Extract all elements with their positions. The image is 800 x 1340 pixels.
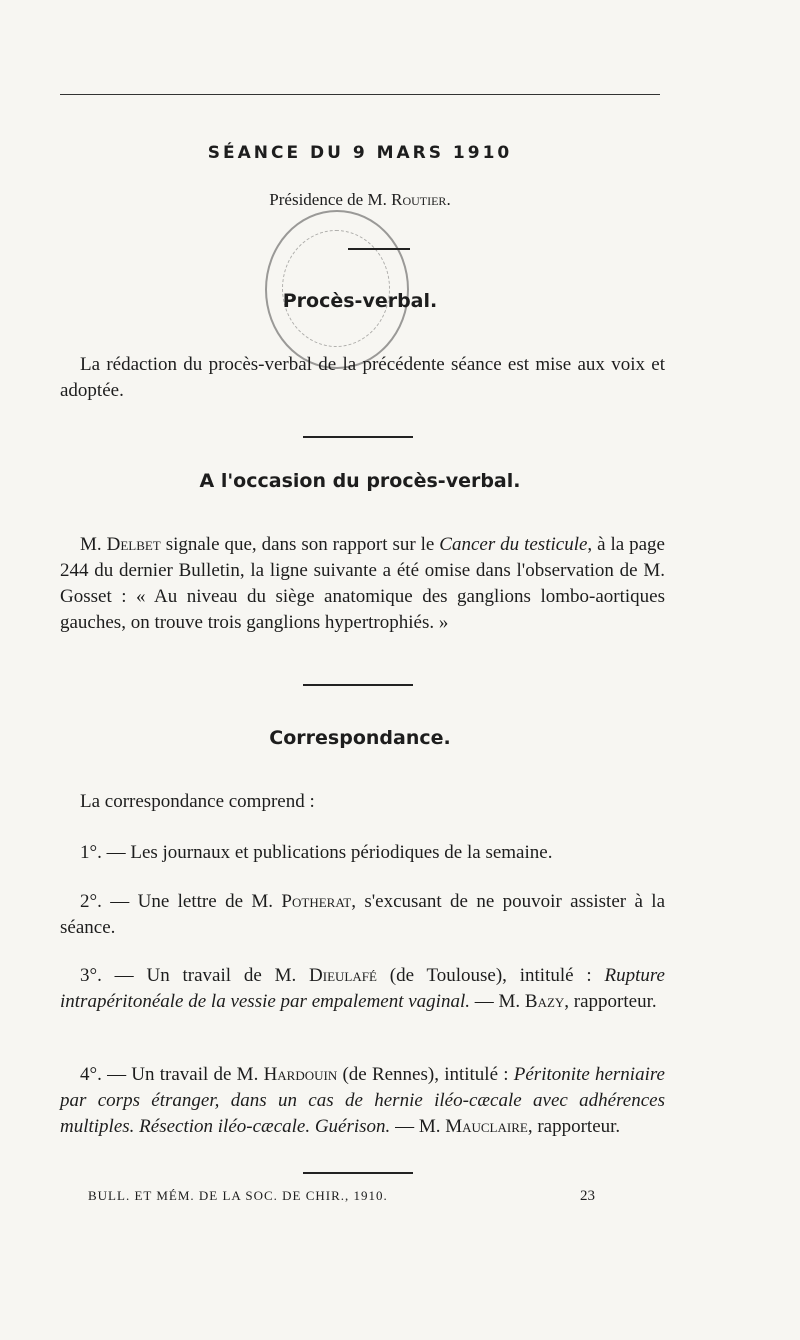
proces-verbal-text: La rédaction du procès-verbal de la précédente séance est mise aux voix et adoptée.: [60, 354, 665, 401]
surgeon-name: Hardouin: [263, 1064, 338, 1085]
text-span: , rapporteur.: [527, 1116, 621, 1137]
correspondance-item-4: [60, 1062, 665, 1140]
header-rule: [60, 94, 660, 95]
text-span: signale que, dans son rapport sur le: [160, 534, 440, 555]
text-span: — M.: [470, 991, 525, 1012]
text-span: , rapporteur.: [564, 991, 657, 1012]
italic-title: Péritonite herniaire par corps étranger, dans un cas de hernie iléo-cæcale avec adhérences multiples. Résection iléo-cæcale. Guérison.: [60, 1064, 665, 1137]
surgeon-name: Potherat: [281, 891, 352, 912]
occasion-heading: A l'occasion du procès-verbal.: [199, 470, 521, 492]
correspondance-heading: Correspondance.: [269, 727, 451, 749]
section-rule: [303, 684, 413, 686]
occasion-paragraph: [60, 532, 665, 636]
section-rule: [303, 436, 413, 438]
page-number: 23: [580, 1188, 595, 1204]
correspondance-item-2: [60, 889, 665, 941]
section-rule: [303, 1172, 413, 1174]
text-span: 2°. — Une lettre de M.: [80, 891, 282, 912]
italic-title: Cancer du testicule: [439, 534, 588, 555]
text-span: 3°. — Un travail de M.: [80, 965, 310, 986]
presidence-prefix: Présidence de M.: [269, 190, 392, 209]
surgeon-name: Dieulafé: [309, 965, 377, 986]
president-name: Routier.: [391, 190, 451, 209]
text-span: , s'excusant de ne pouvoir assister à la séance.: [60, 891, 666, 938]
text-span: — M.: [390, 1116, 446, 1137]
italic-title: Rupture intrapéritonéale de la vessie par empalement vaginal.: [60, 965, 665, 1012]
text-span: (de Rennes), intitulé :: [337, 1064, 514, 1085]
surgeon-name: Delbet: [106, 534, 161, 555]
text-span: 4°. — Un travail de M.: [80, 1064, 264, 1085]
footer-citation: BULL. ET MÉM. DE LA SOC. DE CHIR., 1910.: [88, 1188, 388, 1203]
presidence-line: [0, 190, 720, 210]
text-span: , à la page 244 du dernier Bulletin, la ligne suivante a été omise dans l'observation de M. Gosset : « Au niveau du siège anatomique des ganglions lombo-aortiques gauches, on trouve trois ganglions hypertrophiés. »: [60, 534, 665, 633]
session-title: SÉANCE DU 9 MARS 1910: [207, 143, 513, 163]
correspondance-item-3: [60, 963, 665, 1015]
rapporteur-name: Bazy: [524, 991, 565, 1012]
section-rule: [348, 248, 410, 250]
rapporteur-name: Mauclaire: [445, 1116, 528, 1137]
text-span: M.: [80, 534, 107, 555]
correspondance-item-1: 1°. — Les journaux et publications périodiques de la semaine.: [80, 842, 553, 863]
correspondance-intro: La correspondance comprend :: [80, 791, 315, 812]
proces-verbal-heading: Procès-verbal.: [282, 290, 438, 312]
text-span: (de Toulouse), intitulé :: [376, 965, 605, 986]
